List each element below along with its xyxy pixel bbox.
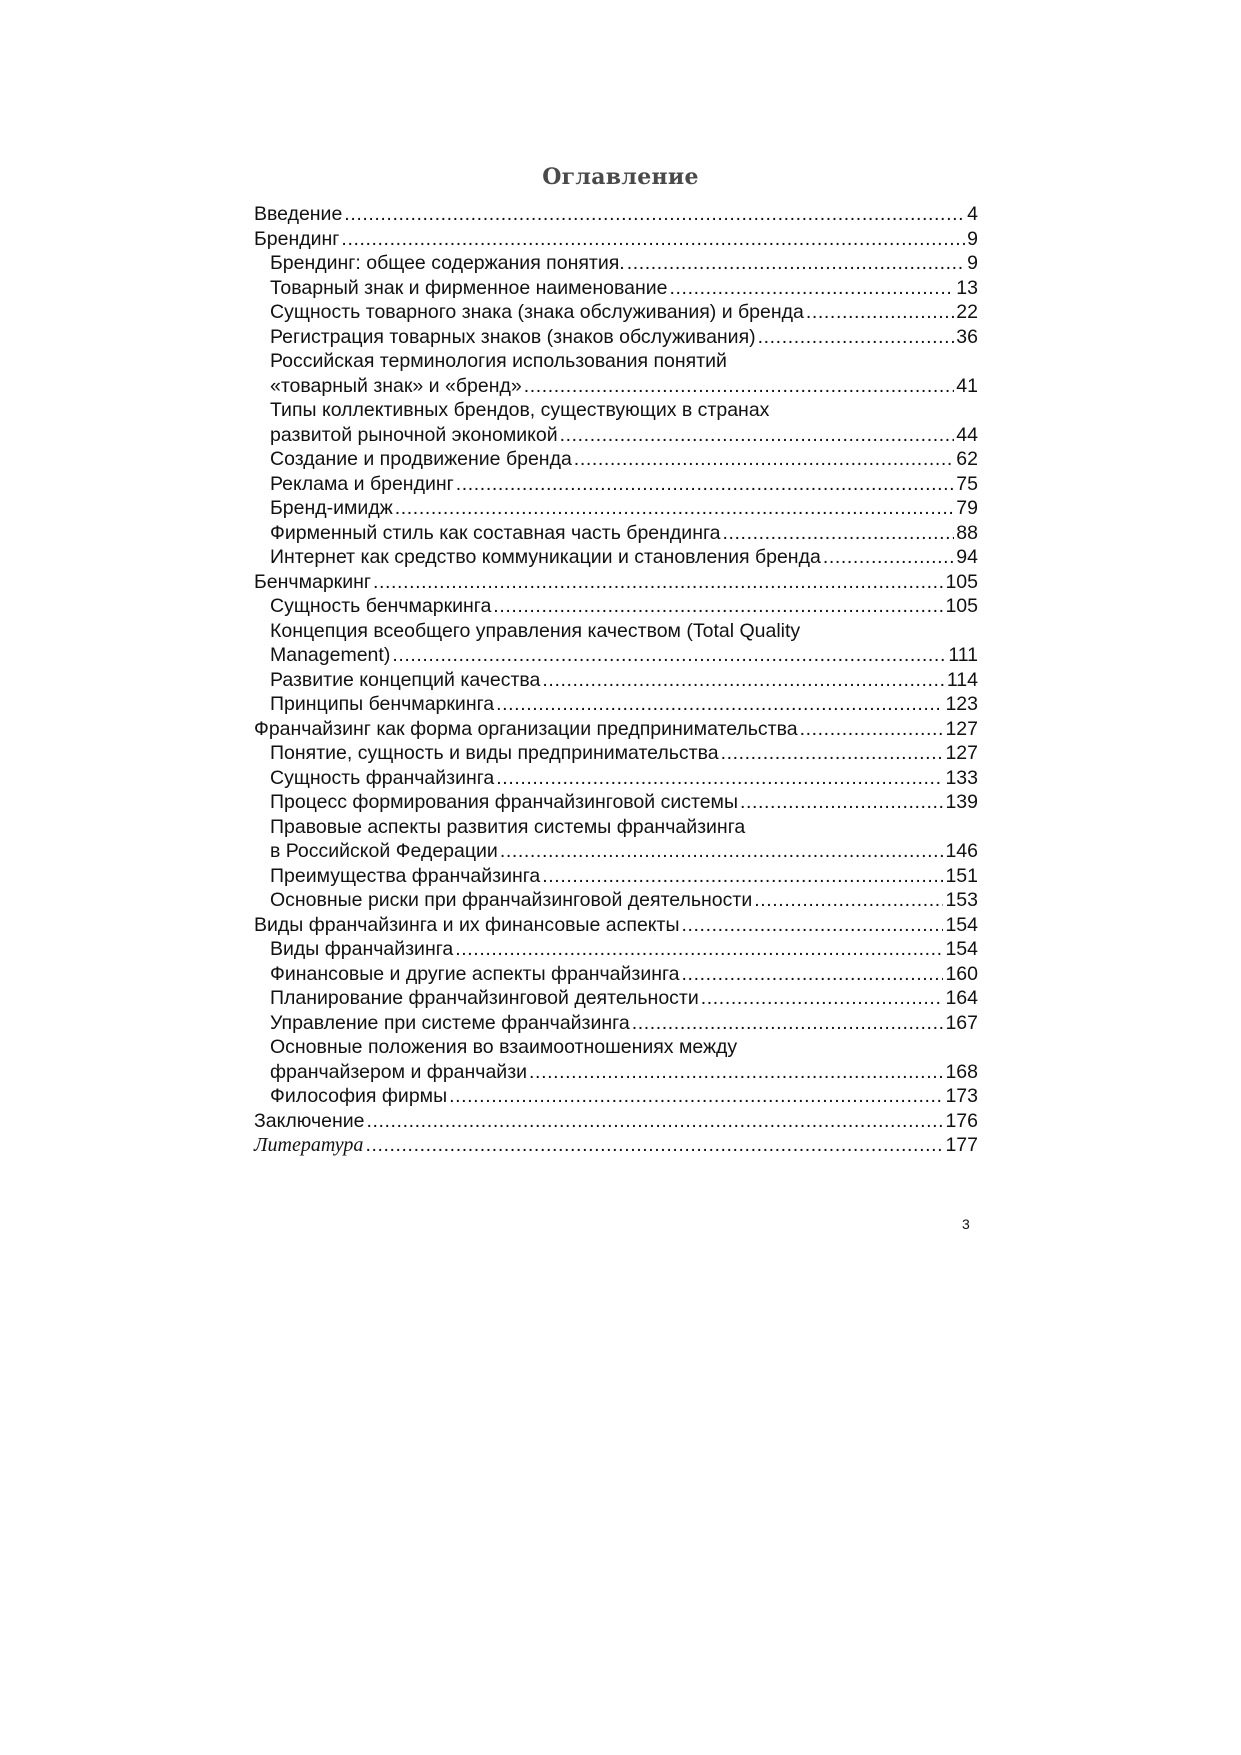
dot-leader [758,325,955,350]
toc-entry-page: 36 [956,325,978,348]
toc-entry[interactable] [254,790,978,815]
toc-entry[interactable] [254,300,978,325]
toc-entry-page: 79 [956,497,978,519]
dot-leader [395,496,955,521]
toc-entry-line [254,913,978,938]
dot-leader [721,741,944,766]
toc-entry-line [254,1109,978,1134]
toc-entry-title: Франчайзинг как форма организации предпринимательства [254,717,798,740]
toc-entry-title: Создание и продвижение бренда [270,448,572,470]
toc-entry[interactable] [254,447,978,472]
toc-entry-page: 176 [945,1109,978,1132]
toc-entry-page: 177 [945,1134,978,1156]
toc-entry[interactable] [254,1109,978,1134]
toc-entry-page: 133 [945,766,978,789]
toc-entry-page: 111 [948,644,978,666]
toc-entry-page: 173 [945,1085,978,1107]
dot-leader [627,251,965,276]
toc-entry-page: 105 [945,570,978,593]
toc-entry[interactable] [254,619,978,668]
toc-entry-title: Сущность товарного знака (знака обслуживания) и бренда [270,301,804,323]
toc-entry-title: Заключение [254,1109,365,1132]
toc-entry-title: Интернет как средство коммуникации и становления бренда [270,546,821,568]
toc-entry-line [270,668,978,693]
toc-entry-title-line1: Типы коллективных брендов, существующих в странах [270,399,770,421]
toc-entry-line [270,864,978,889]
toc-entry-line [270,1011,978,1036]
dot-leader [529,1060,943,1085]
toc-entry-page: 151 [945,864,978,887]
toc-entry[interactable] [254,349,978,398]
dot-leader [823,545,954,570]
toc-entry-line [270,888,978,913]
toc-entry-line [254,717,978,742]
toc-entry-page: 153 [945,889,978,911]
toc-entry[interactable] [254,325,978,350]
dot-leader [496,692,943,717]
toc-entry-title: Управление при системе франчайзинга [270,1011,630,1034]
dot-leader [373,570,943,595]
toc-entry[interactable] [254,496,978,521]
toc-entry-line [254,202,978,227]
toc-entry-page: 123 [945,693,978,715]
toc-entry-line [270,986,978,1011]
toc-entry-line [270,251,978,276]
dot-leader [449,1084,943,1109]
dot-leader [542,864,943,889]
toc-entry[interactable] [254,717,978,742]
toc-entry[interactable] [254,766,978,791]
toc-entry-title: Основные риски при франчайзинговой деятельности [270,889,753,911]
toc-entry-title: Планирование франчайзинговой деятельности [270,987,699,1009]
toc-entry[interactable] [254,472,978,497]
toc-entry[interactable] [254,741,978,766]
dot-leader [344,202,965,227]
toc-entry-line [270,545,978,570]
toc-entry-page: 62 [956,448,978,470]
toc-entry-title: Товарный знак и фирменное наименование [270,276,668,299]
toc-entry[interactable] [254,962,978,987]
toc-entry-title: Брендинг: общее содержания понятия. [270,252,625,274]
toc-entry-line [270,790,978,815]
toc-entry-line [254,1133,978,1158]
toc-entry[interactable] [254,937,978,962]
toc-entry-line [270,521,978,546]
toc-entry[interactable] [254,202,978,227]
dot-leader [682,913,944,938]
dot-leader [754,888,943,913]
toc-entry-title: Процесс формирования франчайзинговой системы [270,791,738,813]
toc-entry-page: 13 [956,276,978,299]
dot-leader [723,521,955,546]
toc-entry-title: Преимущества франчайзинга [270,864,541,887]
dot-leader [455,937,943,962]
toc-entry-page: 94 [956,546,978,568]
toc-entry-title-line1: Концепция всеобщего управления качеством (Total Quality [270,619,801,642]
toc-entry-page: 168 [945,1060,978,1083]
toc-entry-page: 4 [967,203,978,225]
toc-entry-page: 167 [945,1011,978,1034]
toc-entry[interactable] [254,276,978,301]
page-title: Оглавление [542,164,699,190]
toc-entry-title: Виды франчайзинга [270,938,454,960]
toc-entry-title: франчайзером и франчайзи [270,1060,528,1083]
toc-entry-line [270,496,978,521]
toc-entry-title: Бенчмаркинг [254,570,371,593]
toc-entry-title: развитой рыночной экономикой [270,423,558,446]
toc-entry-title: в Российской Федерации [270,840,498,862]
toc-entry[interactable] [254,1133,978,1158]
toc-entry[interactable] [254,668,978,693]
page-number: 3 [962,1216,970,1232]
dot-leader [670,276,955,301]
dot-leader [524,374,955,399]
toc-entry-page: 154 [945,913,978,936]
toc-entry-page: 127 [945,717,978,740]
toc-entry-title: Введение [254,203,343,225]
dot-leader [800,717,944,742]
toc-entry-title-line1: Основные положения во взаимоотношениях между [270,1036,738,1058]
toc-entry-page: 139 [945,791,978,813]
toc-entry-page: 146 [945,840,978,862]
toc-entry-line [270,447,978,472]
toc-entry-title: Сущность бенчмаркинга [270,595,492,617]
toc-entry-line [270,839,978,864]
toc-entry-title: Фирменный стиль как составная часть брендинга [270,521,721,544]
dot-leader [632,1011,944,1036]
toc-entry-line [270,692,978,717]
toc-entry[interactable] [254,692,978,717]
toc-entry-title: Брендинг [254,227,340,250]
toc-entry-page: 44 [956,423,978,446]
dot-leader [682,962,944,987]
dot-leader [740,790,943,815]
toc-entry-title: Реклама и брендинг [270,472,454,495]
toc-entry[interactable] [254,251,978,276]
toc-entry-line [270,594,978,619]
dot-leader [701,986,944,1011]
toc-entry-title: Философия фирмы [270,1085,448,1107]
toc-entry-title: Сущность франчайзинга [270,766,495,789]
toc-entry-line [270,300,978,325]
dot-leader [366,1109,943,1134]
toc-entry-page: 88 [956,521,978,544]
toc-entry-line [270,1060,978,1085]
dot-leader [806,300,954,325]
toc-entry-page: 9 [967,227,978,250]
toc-entry-line [254,227,978,252]
toc-entry-line [270,423,978,448]
toc-entry-line [270,472,978,497]
dot-leader [500,839,944,864]
toc-entry-title: «товарный знак» и «бренд» [270,374,522,397]
toc-entry[interactable] [254,888,978,913]
toc-entry-page: 160 [945,962,978,985]
toc-entry-title: Развитие концепций качества [270,668,541,691]
toc-entry-title: Принципы бенчмаркинга [270,693,495,715]
toc-entry-page: 75 [956,472,978,495]
toc-entry-title: Финансовые и другие аспекты франчайзинга [270,962,680,985]
toc-entry[interactable] [254,1084,978,1109]
toc-entry[interactable] [254,1011,978,1036]
toc-entry-title: Бренд-имидж [270,497,393,519]
dot-leader [496,766,943,791]
toc-entry[interactable] [254,864,978,889]
dot-leader [560,423,955,448]
toc-entry-title-line1: Российская терминология использования понятий [270,350,727,372]
toc-entry-title: Литература [254,1134,364,1156]
dot-leader [456,472,955,497]
toc-entry-line [270,643,978,668]
toc-entry-title: Понятие, сущность и виды предпринимательства [270,742,719,764]
toc-entry[interactable] [254,986,978,1011]
table-of-contents [254,202,978,1158]
toc-entry-line [270,937,978,962]
dot-leader [365,1133,943,1158]
toc-entry-page: 22 [956,301,978,323]
toc-entry-line [270,1084,978,1109]
dot-leader [341,227,965,252]
toc-entry[interactable] [254,594,978,619]
dot-leader [493,594,943,619]
toc-entry-page: 154 [945,938,978,960]
dot-leader [574,447,955,472]
toc-entry[interactable] [254,815,978,864]
toc-entry-title: Management) [270,644,391,666]
toc-entry[interactable] [254,913,978,938]
toc-entry[interactable] [254,570,978,595]
toc-entry-line [270,325,978,350]
toc-entry-title: Регистрация товарных знаков (знаков обслуживания) [270,325,756,348]
toc-entry-line [270,374,978,399]
toc-entry[interactable] [254,398,978,447]
dot-leader [542,668,945,693]
toc-entry-line [270,276,978,301]
toc-entry-line [254,570,978,595]
toc-entry-page: 127 [945,742,978,764]
toc-entry-page: 114 [946,668,978,691]
toc-entry-line [270,741,978,766]
toc-entry[interactable] [254,1035,978,1084]
toc-entry-page: 41 [956,374,978,397]
toc-entry[interactable] [254,521,978,546]
toc-entry-page: 9 [967,252,978,274]
toc-entry-title: Виды франчайзинга и их финансовые аспекты [254,913,680,936]
toc-entry[interactable] [254,227,978,252]
toc-entry-line [270,766,978,791]
dot-leader [392,643,946,668]
toc-entry-page: 164 [945,987,978,1009]
toc-entry-page: 105 [945,595,978,617]
toc-entry-line [270,962,978,987]
toc-entry[interactable] [254,545,978,570]
toc-entry-title-line1: Правовые аспекты развития системы франчайзинга [270,815,746,838]
